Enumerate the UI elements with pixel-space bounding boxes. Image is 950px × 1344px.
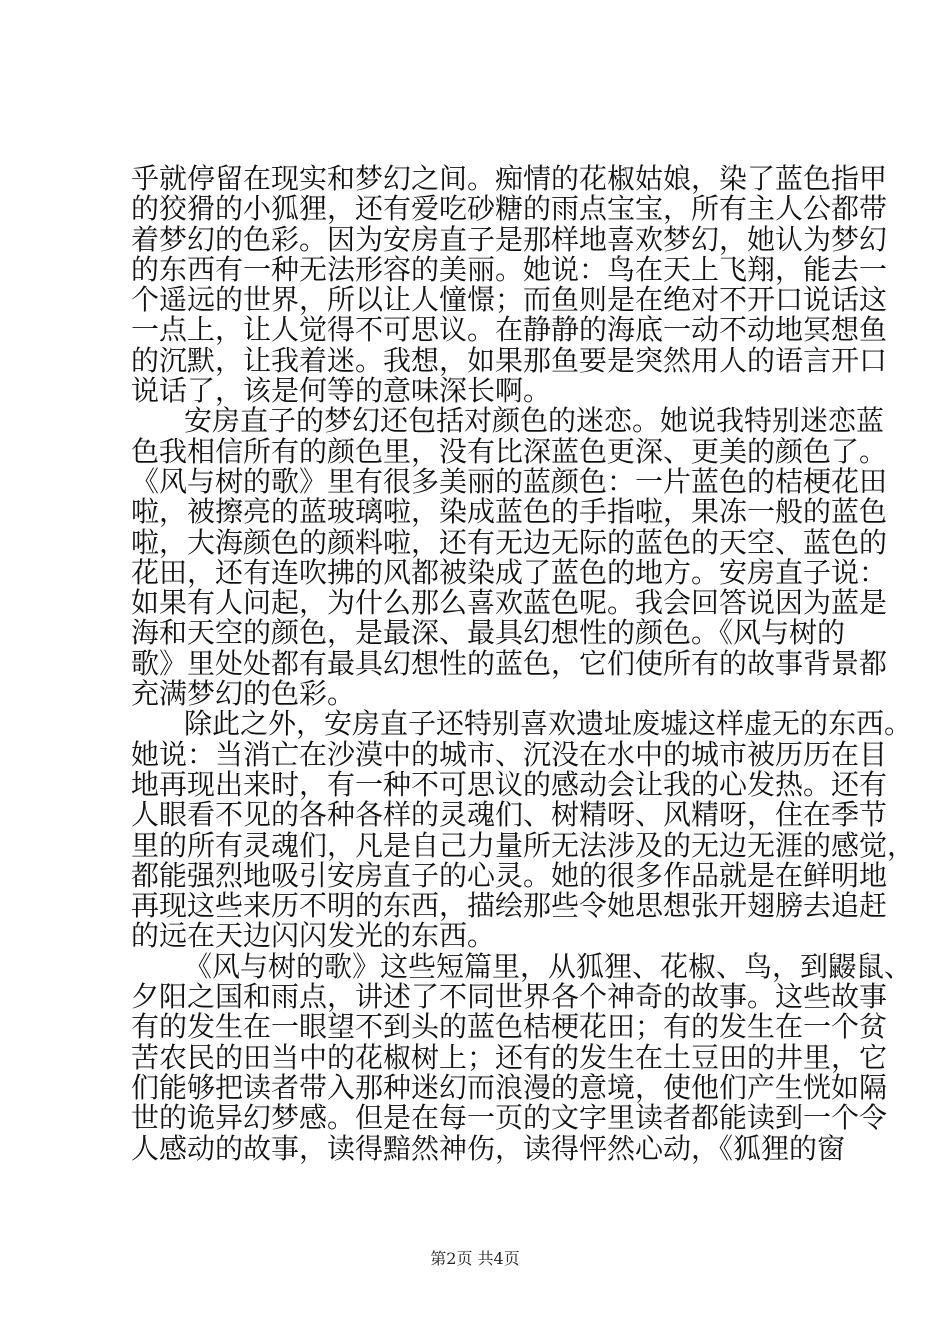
text-line: 啦，被擦亮的蓝玻璃啦，染成蓝色的手指啦，果冻一般的蓝色: [131, 495, 888, 529]
text-line: 说话了，该是何等的意味深长啊。: [131, 374, 552, 408]
text-line: 再现这些来历不明的东西，描绘那些令她思想张开翅膀去追赶: [131, 889, 888, 923]
text-line: 着梦幻的色彩。因为安房直子是那样地喜欢梦幻，她认为梦幻: [131, 222, 888, 256]
page-footer: 第2页 共4页: [430, 1249, 520, 1268]
text-line: 如果有人问起，为什么那么喜欢蓝色呢。我会回答说因为蓝是: [131, 586, 888, 620]
text-line: 一点上，让人觉得不可思议。在静静的海底一动不动地冥想鱼: [131, 313, 888, 347]
text-line: 《风与树的歌》里有很多美丽的蓝颜色：一片蓝色的桔梗花田: [131, 464, 888, 498]
body-text: [131, 162, 916, 1165]
paragraph: [131, 162, 888, 408]
text-line: 《风与树的歌》这些短篇里，从狐狸、花椒、鸟，到鼹鼠、: [184, 949, 913, 983]
text-line: 的远在天边闪闪发光的东西。: [131, 919, 496, 953]
text-line: 她说：当消亡在沙漠中的城市、沉没在水中的城市被历历在目: [131, 737, 888, 771]
text-line: 夕阳之国和雨点，讲述了不同世界各个神奇的故事。这些故事: [131, 980, 888, 1014]
text-line: 花田，还有连吹拂的风都被染成了蓝色的地方。安房直子说：: [131, 555, 888, 589]
text-line: 的东西有一种无法形容的美丽。她说：鸟在天上飞翔，能去一: [131, 252, 888, 286]
text-line: 地再现出来时，有一种不可思议的感动会让我的心发热。还有: [131, 767, 888, 801]
text-line: 个遥远的世界，所以让人憧憬；而鱼则是在绝对不开口说话这: [131, 283, 888, 317]
text-line: 人感动的故事，读得黯然神伤，读得怦然心动，《狐狸的窗: [131, 1131, 846, 1165]
text-line: 海和天空的颜色，是最深、最具幻想性的颜色。《风与树的: [131, 616, 846, 650]
text-line: 安房直子的梦幻还包括对颜色的迷恋。她说我特别迷恋蓝: [184, 404, 885, 438]
text-line: 的沉默，让我着迷。我想，如果那鱼要是突然用人的语言开口: [131, 343, 888, 377]
text-line: 歌》里处处都有最具幻想性的蓝色，它们使所有的故事背景都: [131, 646, 888, 680]
text-line: 们能够把读者带入那种迷幻而浪漫的意境，使他们产生恍如隔: [131, 1070, 888, 1104]
text-line: 色我相信所有的颜色里，没有比深蓝色更深、更美的颜色了。: [131, 434, 888, 468]
paragraph: [131, 949, 913, 1165]
text-line: 啦，大海颜色的颜料啦，还有无边无际的蓝色的天空、蓝色的: [131, 525, 888, 559]
paragraph: [131, 404, 888, 711]
text-line: 苦农民的田当中的花椒树上；还有的发生在土豆田的井里，它: [131, 1040, 888, 1074]
text-line: 里的所有灵魂们，凡是自己力量所无法涉及的无边无涯的感觉，: [131, 828, 916, 862]
text-line: 有的发生在一眼望不到头的蓝色桔梗花田；有的发生在一个贫: [131, 1010, 888, 1044]
text-line: 都能强烈地吸引安房直子的心灵。她的很多作品就是在鲜明地: [131, 858, 888, 892]
text-line: 人眼看不见的各种各样的灵魂们、树精呀、风精呀，住在季节: [131, 798, 888, 832]
text-line: 除此之外，安房直子还特别喜欢遗址废墟这样虚无的东西。: [184, 707, 913, 741]
text-line: 的狡猾的小狐狸，还有爱吃砂糖的雨点宝宝，所有主人公都带: [131, 192, 888, 226]
text-line: 乎就停留在现实和梦幻之间。痴情的花椒姑娘，染了蓝色指甲: [131, 162, 888, 195]
text-line: 世的诡异幻梦感。但是在每一页的文字里读者都能读到一个令: [131, 1101, 888, 1135]
paragraph: [131, 707, 916, 953]
text-line: 充满梦幻的色彩。: [131, 677, 356, 711]
